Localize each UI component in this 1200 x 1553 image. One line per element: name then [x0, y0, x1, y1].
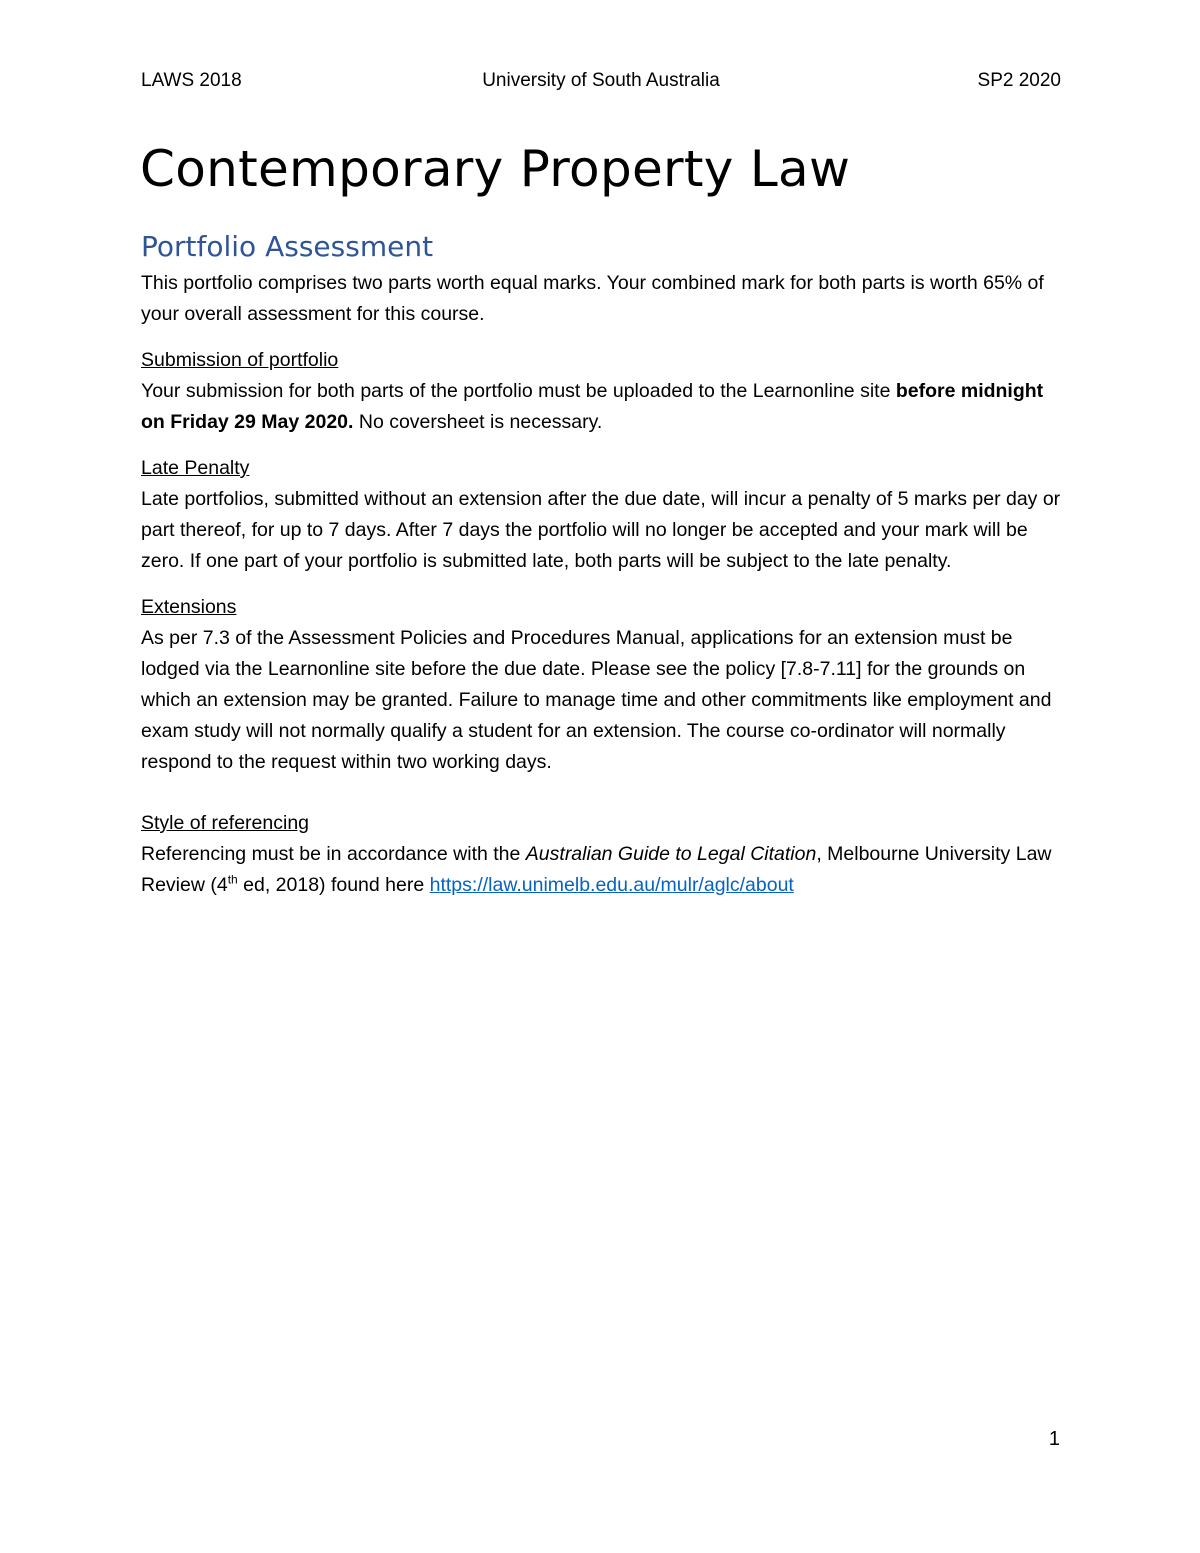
submission-heading: Submission of portfolio	[141, 349, 339, 371]
header-study-period: SP2 2020	[977, 70, 1061, 91]
document-body	[141, 268, 1066, 901]
referencing-paragraph	[141, 839, 1066, 901]
referencing-heading: Style of referencing	[141, 812, 310, 834]
referencing-guide-title: Australian Guide to Legal Citation	[525, 843, 817, 865]
extensions-heading: Extensions	[141, 596, 237, 618]
header-university: University of South Australia	[482, 70, 720, 91]
referencing-superscript: th	[227, 872, 238, 887]
aglc-link[interactable]: https://law.unimelb.edu.au/mulr/aglc/about	[429, 874, 794, 896]
submission-paragraph	[141, 376, 1066, 438]
intro-paragraph: This portfolio comprises two parts worth equal marks. Your combined mark for both parts is worth 65% of your overall assessment for this course.	[141, 272, 1044, 325]
referencing-text: Referencing must be in accordance with the	[141, 843, 526, 865]
header-course-code: LAWS 2018	[141, 70, 242, 91]
late-penalty-heading: Late Penalty	[141, 457, 250, 479]
page-header	[141, 70, 1061, 100]
document-title: Contemporary Property Law	[140, 140, 851, 198]
document-subtitle: Portfolio Assessment	[141, 230, 434, 263]
extensions-paragraph: As per 7.3 of the Assessment Policies and Procedures Manual, applications for an extension must be lodged via the Learnonline site before the due date. Please see the policy [7.8-7.11] for the grounds on which an extension may be granted. Failure to manage time and other commitments like employment and exam study will not normally qualify a student for an extension. The course co-ordinator will normally respond to the request within two working days.	[141, 627, 1052, 773]
submission-deadline: before midnight on Friday 29 May 2020.	[141, 380, 1044, 433]
submission-note: No coversheet is necessary.	[353, 411, 603, 433]
submission-text: Your submission for both parts of the portfolio must be uploaded to the Learnonline site	[141, 380, 896, 402]
referencing-review: , Melbourne University Law Review (4	[141, 843, 1052, 896]
referencing-edition: ed, 2018) found here	[237, 874, 430, 896]
page-number: 1	[1048, 1428, 1060, 1450]
late-penalty-paragraph: Late portfolios, submitted without an extension after the due date, will incur a penalty of 5 marks per day or part thereof, for up to 7 days. After 7 days the portfolio will no longer be accepted and your mark will be zero. If one part of your portfolio is submitted late, both parts will be subject to the late penalty.	[141, 488, 1061, 572]
